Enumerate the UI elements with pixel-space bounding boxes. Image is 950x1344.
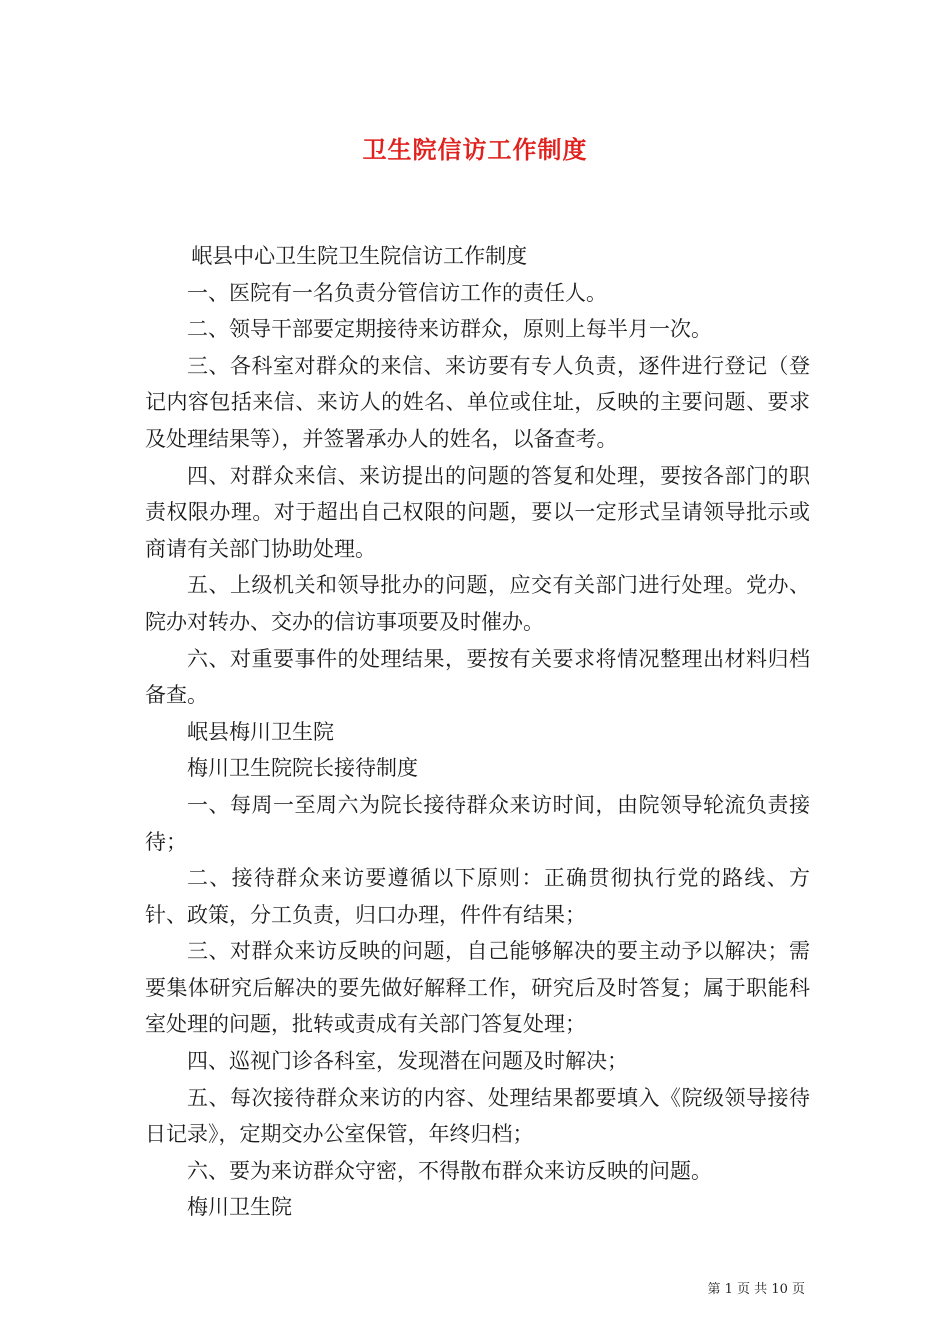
signature-line: 梅川卫生院 — [187, 1195, 292, 1220]
document-title: 卫生院信访工作制度 — [362, 135, 588, 164]
paragraph: 四、对群众来信、来访提出的问题的答复和处理，要按各部门的职责权限办理。对于超出自己权限的问题，要以一定形式呈请领导批示或商请有关部门协助处理。 — [145, 463, 810, 561]
paragraph: 五、每次接待群众来访的内容、处理结果都要填入《院级领导接待日记录》，定期交办公室保管，年终归档； — [145, 1085, 810, 1147]
document-body — [145, 238, 810, 1226]
paragraph: 三、对群众来访反映的问题，自己能够解决的要主动予以解决；需要集体研究后解决的要先做好解释工作，研究后及时答复；属于职能科室处理的问题，批转或责成有关部门答复处理； — [145, 939, 810, 1037]
paragraph: 一、医院有一名负责分管信访工作的责任人。 — [187, 280, 607, 305]
paragraph: 二、领导干部要定期接待来访群众，原则上每半月一次。 — [187, 317, 712, 342]
section-heading: 梅川卫生院院长接待制度 — [187, 756, 418, 781]
paragraph: 六、对重要事件的处理结果，要按有关要求将情况整理出材料归档备查。 — [145, 646, 810, 708]
paragraph: 五、上级机关和领导批办的问题，应交有关部门进行处理。党办、院办对转办、交办的信访事项要及时催办。 — [145, 573, 810, 634]
paragraph: 四、巡视门诊各科室，发现潜在问题及时解决； — [187, 1049, 628, 1074]
paragraph: 二、接待群众来访要遵循以下原则：正确贯彻执行党的路线、方针、政策，分工负责，归口办理，件件有结果； — [145, 866, 810, 927]
signature-line: 岷县梅川卫生院 — [187, 719, 334, 744]
paragraph: 岷县中心卫生院卫生院信访工作制度 — [191, 244, 528, 268]
paragraph: 一、每周一至周六为院长接待群众来访时间，由院领导轮流负责接待； — [145, 792, 810, 854]
page-number: 第 1 页 共 10 页 — [707, 1282, 805, 1297]
paragraph: 三、各科室对群众的来信、来访要有专人负责，逐件进行登记（登记内容包括来信、来访人的姓名、单位或住址，反映的主要问题、要求及处理结果等），并签署承办人的姓名，以备查考。 — [145, 353, 810, 451]
paragraph: 六、要为来访群众守密，不得散布群众来访反映的问题。 — [187, 1158, 712, 1183]
